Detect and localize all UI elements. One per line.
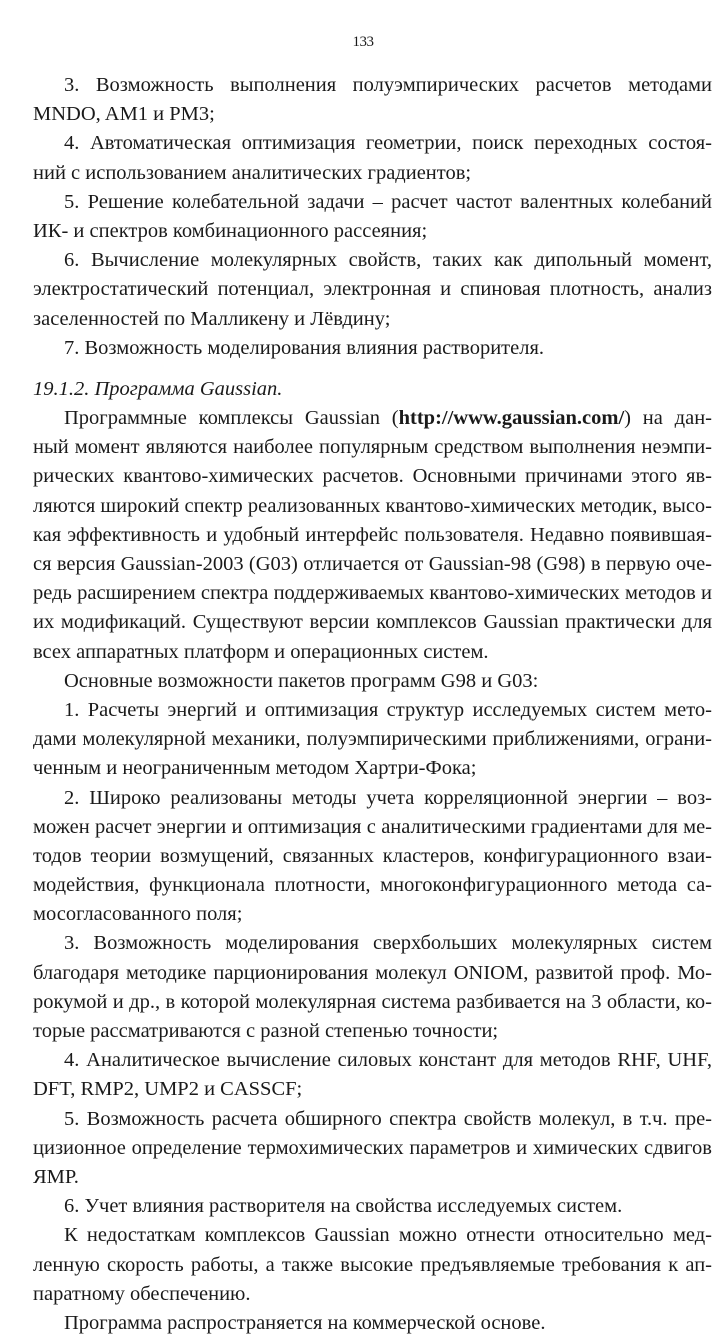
text-line: 6. Вычисление молекулярных свойств, таких как дипольный момент, [64,249,712,272]
text-line: благодаря методике парционирования молекул ONIOM, развитой проф. Мо- [33,961,712,984]
text-line: 4. Аналитическое вычисление силовых констант для методов RHF, UHF, [64,1049,712,1072]
text-line: дами молекулярной механики, полуэмпирическими приближениями, ограни- [33,728,712,751]
text-line: кая эффективность и удобный интерфейс пользователя. Недавно появившая- [33,523,712,546]
feature-item-4 [33,1046,712,1104]
text-line: 2. Широко реализованы методы учета корреляционной энергии – воз- [64,786,712,809]
text-line: тодов теории возмущений, связанных кластеров, конфигурационного взаи- [33,844,712,867]
text-line: Программа распространяется на коммерческой основе. [64,1311,546,1334]
text-line: 3. Возможность моделирования сверхбольших молекулярных систем [64,932,712,955]
text-line: торые рассматриваются с разной степенью точности; [33,1020,499,1043]
text-line: Основные возможности пакетов программ G98 и G03: [64,669,539,692]
features-intro [33,667,712,696]
feature-item-5 [33,1105,712,1193]
text-line: мосогласованного поля; [33,903,243,926]
page-body [33,71,712,1338]
intro-paragraph [33,404,712,667]
list-item-7 [33,334,712,363]
text-line: модействия, функционала плотности, многоконфигурационного метода са- [33,874,712,897]
text-line: ИК- и спектров комбинационного рассеяния; [33,219,428,242]
text-line: ченным и неограниченным методом Хартри-Фока; [33,757,477,780]
text-line: 5. Возможность расчета обширного спектра свойств молекул, в т.ч. пре- [64,1107,712,1130]
feature-item-3 [33,929,712,1046]
text-line: ляются широкий спектр реализованных квантово-химических методик, высо- [33,494,712,517]
text-line: ЯМР. [33,1165,79,1188]
text-line [33,404,712,433]
gaussian-url-link[interactable]: http://www.gaussian.com/ [398,407,625,430]
text-line: 3. Возможность выполнения полуэмпирических расчетов методами [64,74,712,96]
text-line: 4. Автоматическая оптимизация геометрии, поиск переходных состоя- [64,132,712,155]
list-item-4 [33,129,712,187]
text-line: 5. Решение колебательной задачи – расчет частот валентных колебаний [64,190,712,213]
text-line: 1. Расчеты энергий и оптимизация структур исследуемых систем мето- [64,698,712,721]
text-line: их модификаций. Существуют версии комплексов Gaussian практически для [33,611,712,634]
list-item-6 [33,246,712,334]
feature-item-6 [33,1192,712,1221]
text-line: ся версия Gaussian-2003 (G03) отличается от Gaussian-98 (G98) в первую оче- [33,553,712,576]
text-line: MNDO, AM1 и PM3; [33,103,215,126]
text-line: DFT, RMP2, UMP2 и CASSCF; [33,1078,303,1101]
text-line: редь расширением спектра поддерживаемых квантово-химических методов и [33,582,712,605]
text-line: ний с использованием аналитических градиентов; [33,161,472,184]
drawbacks-paragraph [33,1221,712,1309]
page-number: 133 [352,34,374,50]
text-line: цизионное определение термохимических параметров и химических сдвигов [33,1136,712,1159]
text-line: ный момент являются наиболее популярным средством выполнения неэмпи- [33,436,712,459]
text-line: всех аппаратных платформ и операционных систем. [33,640,489,663]
text-line: электростатический потенциал, электронная и спиновая плотность, анализ [33,278,712,301]
text-line: рических квантово-химических расчетов. Основными причинами этого яв- [33,465,712,488]
license-paragraph [33,1309,712,1338]
section-heading: 19.1.2. Программа Gaussian. [33,377,283,400]
feature-item-2 [33,784,712,930]
text-fragment: ) на дан- [624,407,712,430]
text-line: заселенностей по Малликену и Лёвдину; [33,307,391,330]
text-line: К недостаткам комплексов Gaussian можно отнести относительно мед- [64,1224,712,1247]
text-line: 7. Возможность моделирования влияния растворителя. [64,336,545,359]
text-line: 6. Учет влияния растворителя на свойства исследуемых систем. [64,1195,623,1218]
text-line: паратному обеспечению. [33,1282,251,1305]
text-line: можен расчет энергии и оптимизация с аналитическими градиентами для ме- [33,815,712,838]
list-item-5 [33,188,712,246]
list-item-3 [33,71,712,129]
text-fragment: Программные комплексы Gaussian ( [64,407,399,430]
feature-item-1 [33,696,712,784]
text-line: рокумой и др., в которой молекулярная система разбивается на 3 области, ко- [33,990,712,1013]
text-line: ленную скорость работы, а также высокие предъявляемые требования к ап- [33,1253,712,1276]
